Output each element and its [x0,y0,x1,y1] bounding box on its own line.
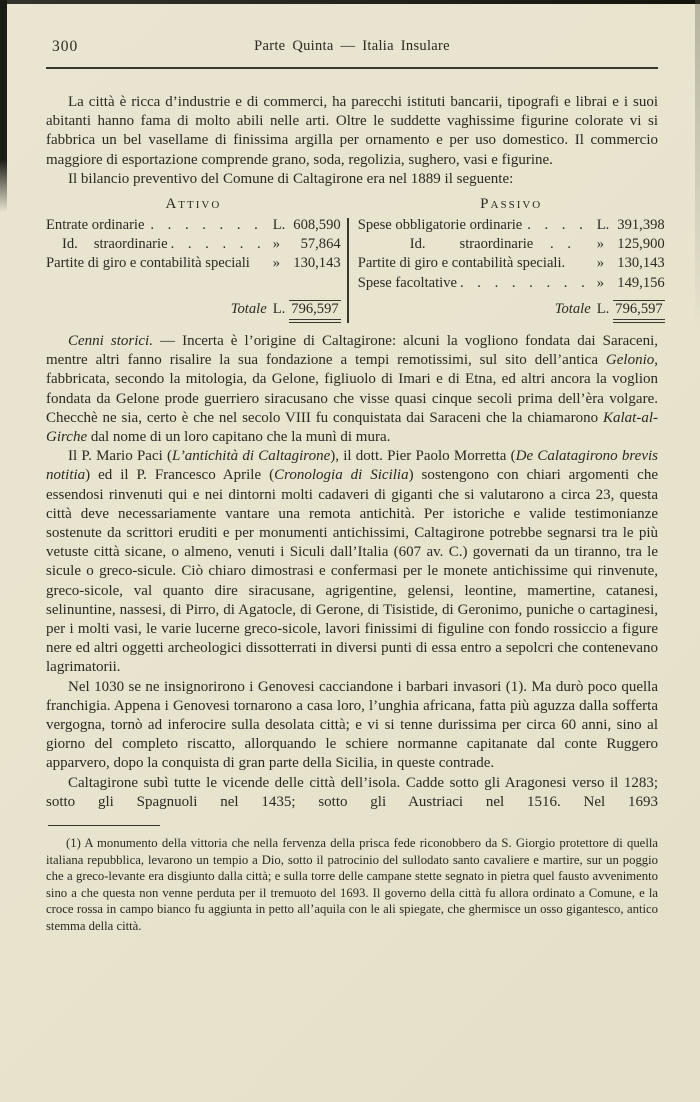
currency-mark: » [596,274,605,291]
table-row [46,254,341,273]
footnote-text: (1) A monumento della vittoria che nella fervenza della prisca fede riconobbero da S. Giorgio protettore di quella italiana repubblica, levarono un tempio a Dio, sotto il patrocinio del sullodato santo cavaliere e martire, sur un poggio che a greco-levante era disgiunto dalla città; e sulla torre delle campane stette segnato in pietra quel fausto avvenimento sino a che questa non venne perduta per il tremuoto del 1693. Il governo della città fu allora ordinato a Comune, e la croce rossa in campo bianco fu aggiunta in petto all’aquila con le ali spiegate, che ghermisce un osso gigantesco, antico stemma della città. [46,836,658,934]
budget-table [46,196,665,323]
amount-value: 130,143 [293,255,341,272]
paragraph-vicende: Caltagirone subì tutte le vicende delle città dell’isola. Cadde sotto gli Aragonesi verso il 1283; sotto gli Spagnuoli nel 1435; sotto gli Austriaci nel 1516. Nel 1693 [46,774,658,810]
row-label-id: Id. [409,236,426,253]
amount-value: 149,156 [617,274,665,291]
passivo-rows [358,216,665,293]
row-label: straordinarie [93,236,168,253]
total-row-attivo [46,300,341,323]
scan-edge-right [695,0,700,1102]
leader-dots [250,254,269,273]
currency-mark: L. [272,217,286,234]
row-label: Entrate ordinarie [46,217,145,234]
footnote-rule [48,825,160,826]
scan-edge-top [0,0,700,4]
book-title: L’antichità di Caltagirone [172,448,331,465]
attivo-rows [46,216,341,293]
table-row [46,235,341,254]
text-run: Il P. Mario Paci ( [68,448,173,465]
row-label: straordinarie [459,236,534,253]
amount-value: 608,590 [293,217,341,234]
running-title: Parte Quinta — Italia Insulare [254,38,450,54]
total-amount: 796,597 [289,300,340,323]
text-run: , fabbricata, secondo la mitologia, da Gelone, figliuolo di Imari e di Etna, ed altri ancora la voglion fondata da Gelone prode guerriero siracusano che visse quasi cinque secoli prima dell’èra volgare. Checchè ne sia, certo è che nel secolo VIII fu conquistata dai Saraceni che la chiamarono [46,352,658,426]
italic-term: Kalat-al-Girche [46,409,658,446]
currency-mark: » [272,236,280,253]
table-row [358,235,665,254]
currency-mark: » [596,236,605,253]
currency-mark: » [272,255,280,272]
currency-mark: L. [596,301,610,318]
book-title: De Calatagirono brevis notitia [46,448,658,484]
leader-dots: . . . . . . . [150,217,263,234]
text-run: dal nome di un loro capitano che la munì di mura. [87,429,391,446]
amount-value: 57,864 [300,236,341,253]
total-label: Totale [230,301,267,318]
currency-mark: L. [272,301,286,318]
total-amount: 796,597 [613,300,664,323]
row-label: Partite di giro e contabilità speciali. [357,255,566,272]
paragraph-industry: La città è ricca d’industrie e di commerci, ha parecchi istituti bancarii, tipografi e librai e i suoi abitanti hanno fama di molto abili nelle arti. Oltre le suddette vaghissime figurine colorate vi si fabbrica un bel vasellame di finissima argilla per ornamento e per uso domestico. Il commercio maggiore di esportazione comprende grano, soda, regolizia, sughero, vasi e figurine. [46,94,658,168]
book-title: Cronologia di Sicilia [274,467,409,484]
page-body [46,93,665,935]
leader-dots: . . . . . . . . [459,274,590,291]
leader-dots: . . . . . . [170,236,266,253]
row-label-id: Id. [62,236,78,253]
scan-edge-left [0,0,7,212]
header-rule [46,67,658,69]
amount-value: 130,143 [617,255,665,272]
table-row [358,254,665,273]
leader-dots: . . . . [527,217,588,234]
row-label: Spese obbligatorie ordinarie [357,217,523,234]
text-run: — Incerta è l’origine di Caltagirone: alcuni la vogliono fondata dai Saraceni, mentre altri fanno risalire la sua fondazione a tempi remotissimi, sul sito dell’antica [46,333,658,369]
paragraph-budget-intro: Il bilancio preventivo del Comune di Caltagirone era nel 1889 il seguente: [68,170,514,187]
italic-term: Gelonio [605,352,655,369]
paragraph-sources [46,447,658,677]
amount-value: 125,900 [617,236,665,253]
text-run: ) sostengono con chiari argomenti che essendosi rinvenuti qui e nei dintorni molti cadaveri di giganti che si valutarono a circa 23, questa città deve necessariamente vantare una remota antichità. Per istoriche e valide testimonianze sostenute da scrittori eruditi e per monumenti antichissimi, Caltagirone potrebbe segnarsi tra le più vetuste città sicane, o almeno, venuti i Siculi dall’Italia (607 av. C.) governati da un tiranno, tra le sicule o greco-sicule. Ciò chiaro dimostrasi e confermasi per le monete antichissime qui rinvenute, greco-sicole, val quanto dire siracusane, agrigentine, gelensi, leontine, mamertine, catanesi, selinuntine, nassesi, di Pirro, di Agatocle, di Gerone, di Tisistide, di Geronimo, puniche o cartaginesi, per i molti vasi, le varie lucerne greco-sicole, lavori finissimi di figuline con fondo rossiccio a figure nere ed altri oggetti archeologici dissotterrati in diversi punti di essa entro a sepolcri che contenevano lagrimatorii. [46,467,658,676]
row-label: Spese facoltative [357,274,457,291]
amount-value: 391,398 [617,217,665,234]
page-number: 300 [52,38,79,55]
page-header [46,38,658,60]
column-caption-attivo: Attivo [165,196,222,213]
leader-dots [565,254,593,273]
column-divider [347,218,349,323]
table-row [358,216,665,235]
total-row-passivo [358,300,665,323]
paragraph-genovesi: Nel 1030 se ne insignorirono i Genovesi cacciandone i barbari invasori (1). Ma durò poco quella franchigia. Appena i Genovesi tornarono a casa loro, l’unghia africana, fatta più aguzza dalla sofferta vergogna, tornò ad inferocire sulla desolata città; e vi si tenne durissima per circa 60 anni, sino al giorno del completo riscatto, allorquando le schiere normanne capitanate dal conte Ruggero apparvero, dopo la conquista di gran parte della Sicilia, in queste contrade. [46,678,658,772]
budget-column-attivo [46,196,346,323]
row-label: Partite di giro e contabilità speciali [46,255,250,272]
paragraph-cenni-storici [46,332,658,447]
total-label: Totale [554,301,591,318]
text-run: ) ed il P. Francesco Aprile ( [85,467,275,484]
column-caption-passivo: Passivo [480,196,543,213]
section-lead: Cenni storici. [68,333,153,350]
text-run: ), il dott. Pier Paolo Morretta ( [330,448,516,465]
leader-dots: . . [550,236,576,253]
table-row [46,216,341,235]
currency-mark: L. [596,217,610,234]
currency-mark: » [596,255,605,272]
budget-column-passivo [350,196,665,323]
table-row [358,274,665,293]
